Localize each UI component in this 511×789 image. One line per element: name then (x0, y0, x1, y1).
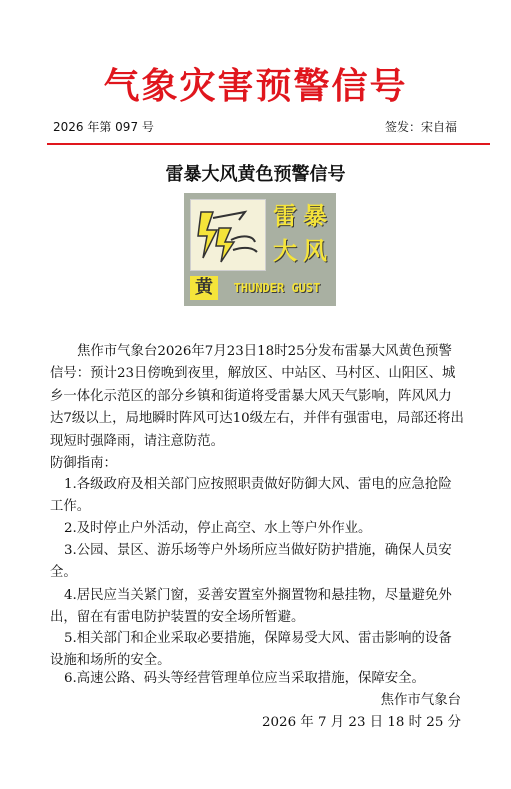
guide-item: 1.各级政府及相关部门应按照职责做好防御大风、雷电的应急抢险工作。 (50, 477, 452, 515)
issue-datetime: 2026 年 7 月 23 日 18 时 25 分 (262, 715, 461, 730)
badge-char-4: 风 (303, 237, 327, 265)
badge-english-label: THUNDER GUST (233, 281, 321, 295)
badge-char-2: 暴 (303, 202, 327, 230)
document-number: 2026 年第 097 号 (53, 120, 154, 134)
guide-item: 6.高速公路、码头等经营管理单位应当采取措施，保障安全。 (64, 671, 425, 686)
header-divider (47, 143, 490, 145)
guide-item: 5.相关部门和企业采取必要措施，保障易受大风、雷击影响的设备设施和场所的安全。 (50, 631, 452, 669)
badge-level-label: 黄 (190, 276, 218, 300)
warning-signal-badge (184, 193, 336, 306)
warning-body-paragraph: 焦作市气象台2026年7月23日18时25分发布雷暴大风黄色预警信号：预计23日傍晚到夜里，解放区、中站区、马村区、山阳区、城乡一体化示范区的部分乡镇和街道将受雷暴大风天气影响，阵风风力达7级以上，局地瞬时阵风可达10级左右，并伴有强雷电，局部还将出现短时强降雨，请注意防范。 (50, 344, 464, 449)
badge-characters (270, 199, 330, 269)
badge-char-1: 雷 (273, 202, 297, 230)
signer: 签发：宋自福 (384, 120, 457, 134)
guide-label: 防御指南： (50, 456, 117, 471)
warning-heading: 雷暴大风黄色预警信号 (165, 164, 346, 185)
issuer: 焦作市气象台 (380, 693, 461, 708)
guide-item: 4.居民应当关紧门窗，妥善安置室外搁置物和悬挂物，尽量避免外出，留在有雷电防护装置的安全场所暂避。 (50, 588, 452, 626)
guide-item: 3.公园、景区、游乐场等户外场所应当做好防护措施，确保人员安全。 (50, 543, 452, 581)
badge-char-3: 大 (273, 237, 297, 265)
document-title: 气象灾害预警信号 (103, 66, 408, 107)
lightning-wind-icon (190, 199, 266, 271)
guide-item: 2.及时停止户外活动，停止高空、水上等户外作业。 (64, 521, 372, 536)
